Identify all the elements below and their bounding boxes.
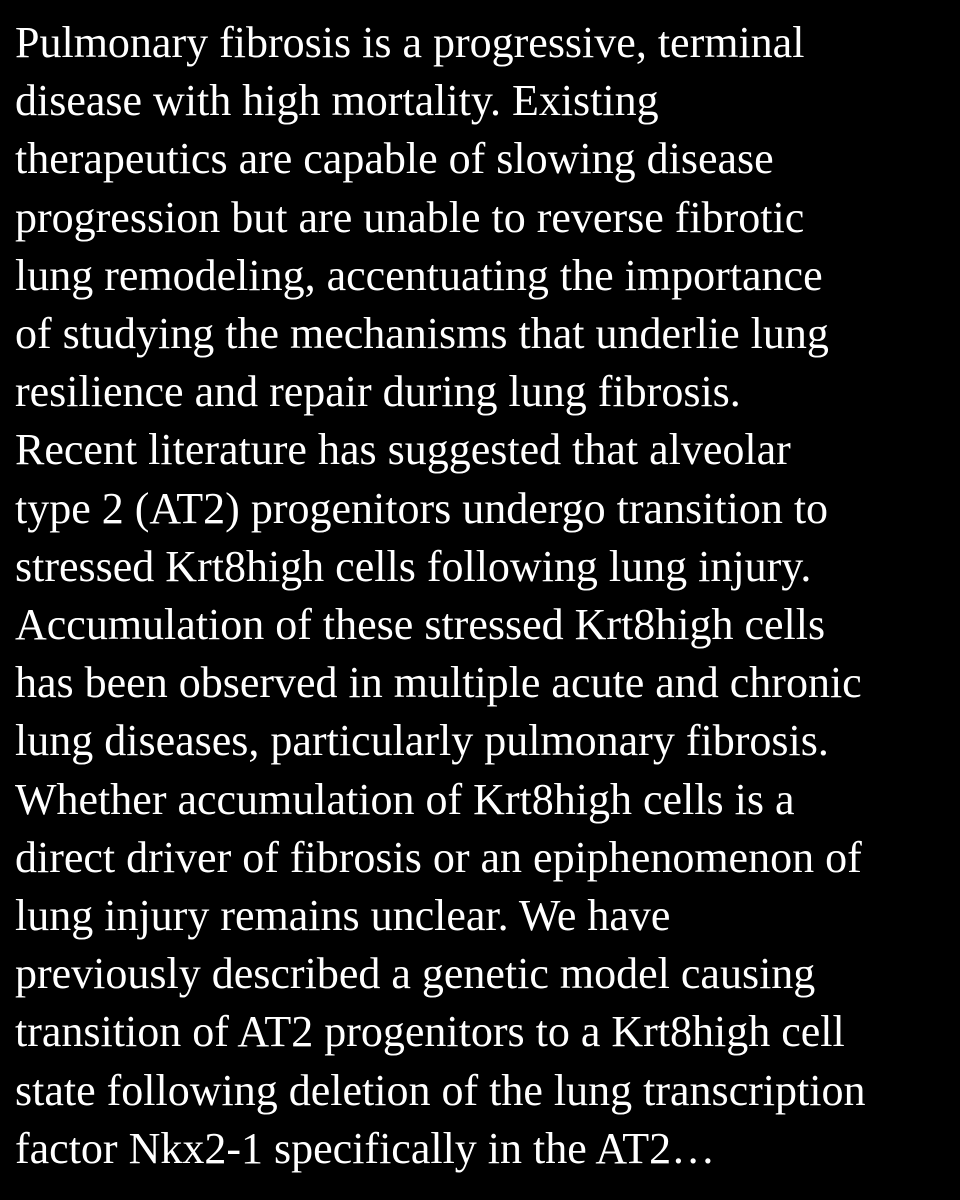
abstract-line: of studying the mechanisms that underlie lung bbox=[15, 309, 829, 359]
abstract-text-block bbox=[15, 14, 944, 1178]
abstract-line: state following deletion of the lung transcription bbox=[15, 1065, 866, 1115]
abstract-line: progression but are unable to reverse fibrotic bbox=[15, 192, 805, 242]
abstract-line: previously described a genetic model causing bbox=[15, 949, 816, 999]
abstract-line: has been observed in multiple acute and chronic bbox=[15, 658, 862, 708]
abstract-line: lung injury remains unclear. We have bbox=[15, 891, 671, 941]
abstract-line: type 2 (AT2) progenitors undergo transition to bbox=[15, 483, 829, 533]
abstract-line: Recent literature has suggested that alveolar bbox=[15, 425, 791, 475]
abstract-line: lung diseases, particularly pulmonary fibrosis. bbox=[15, 716, 829, 766]
abstract-line: factor Nkx2-1 specifically in the AT2… bbox=[15, 1123, 716, 1173]
abstract-line: disease with high mortality. Existing bbox=[15, 76, 659, 126]
abstract-line: therapeutics are capable of slowing disease bbox=[15, 134, 774, 184]
abstract-line: resilience and repair during lung fibrosis. bbox=[15, 367, 741, 417]
abstract-line: stressed Krt8high cells following lung injury. bbox=[15, 541, 812, 591]
abstract-line: lung remodeling, accentuating the importance bbox=[15, 250, 823, 300]
abstract-line: direct driver of fibrosis or an epiphenomenon of bbox=[15, 832, 862, 882]
abstract-line: transition of AT2 progenitors to a Krt8high cell bbox=[15, 1007, 845, 1057]
abstract-line: Accumulation of these stressed Krt8high cells bbox=[15, 600, 826, 650]
abstract-line: Whether accumulation of Krt8high cells is a bbox=[15, 774, 795, 824]
abstract-line: Pulmonary fibrosis is a progressive, terminal bbox=[15, 18, 805, 67]
